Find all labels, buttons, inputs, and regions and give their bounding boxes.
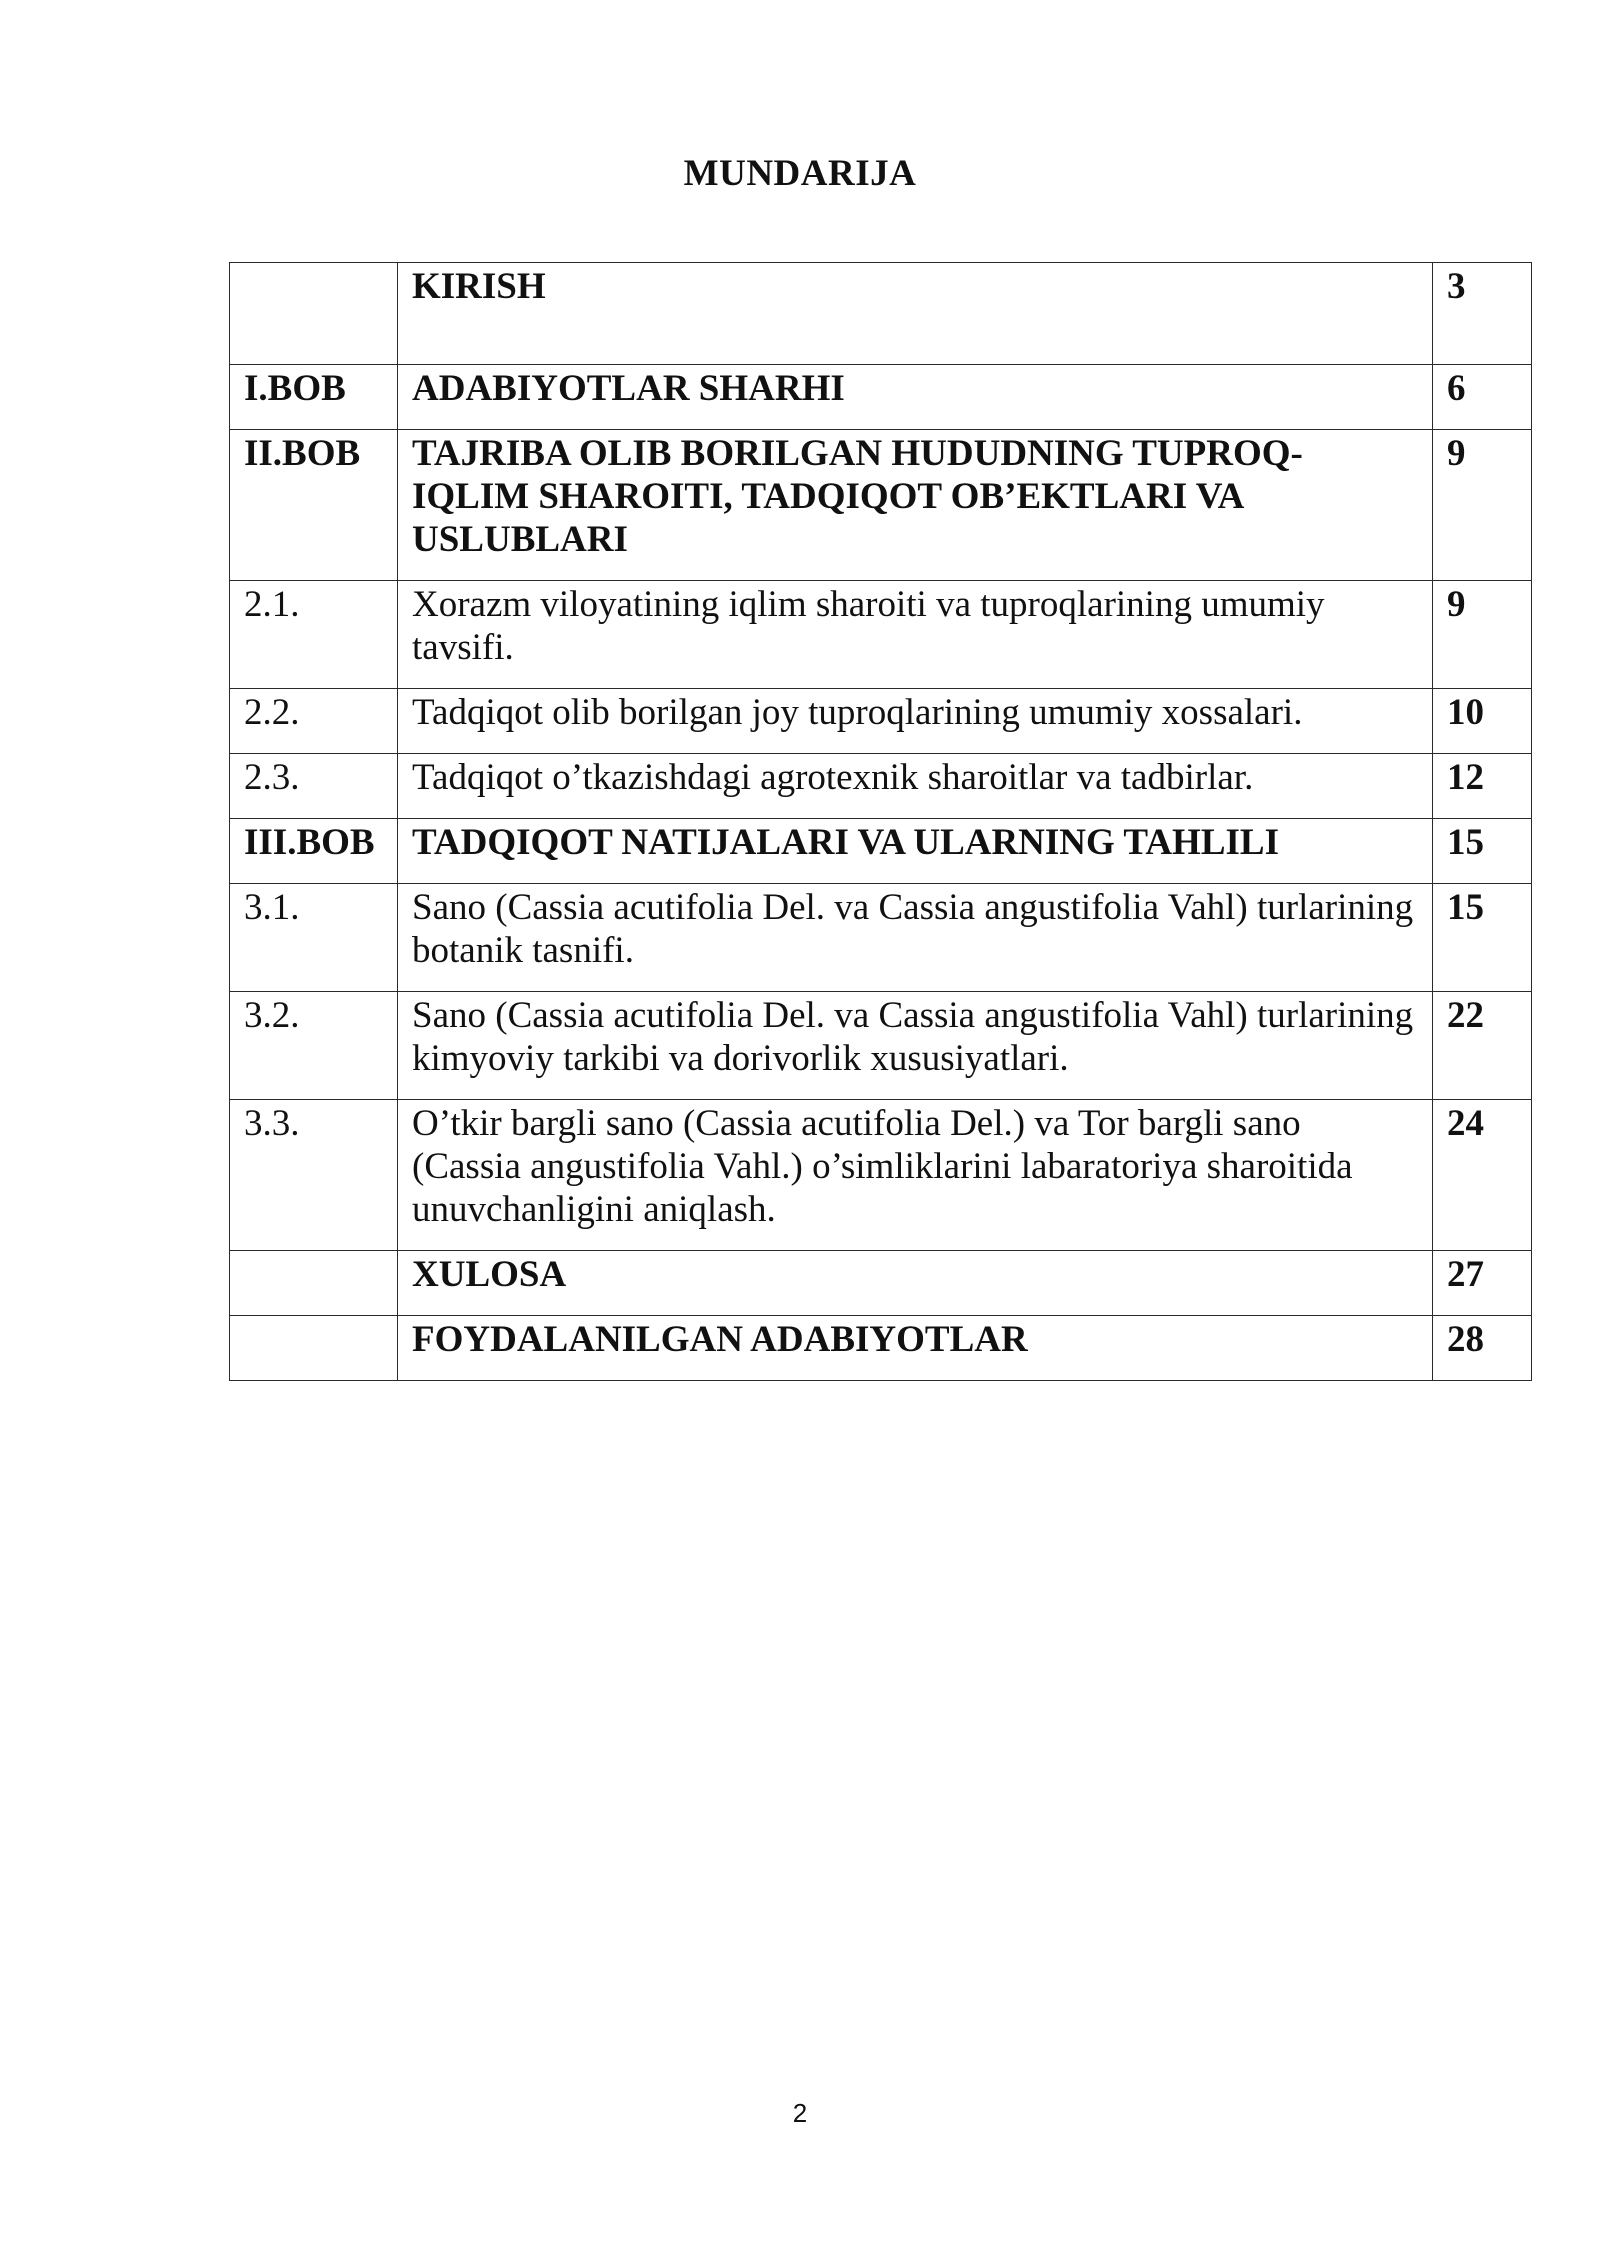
toc-row	[230, 1316, 1532, 1381]
toc-row	[230, 992, 1532, 1100]
toc-page-number: 24	[1433, 1100, 1532, 1251]
toc-page-number: 15	[1433, 884, 1532, 992]
toc-row	[230, 263, 1532, 365]
toc-row	[230, 365, 1532, 430]
toc-section-number: I.BOB	[230, 365, 398, 430]
table-of-contents	[229, 262, 1532, 1381]
toc-section-number: II.BOB	[230, 430, 398, 581]
toc-section-title: TADQIQOT NATIJALARI VA ULARNING TAHLILI	[398, 819, 1433, 884]
toc-section-number: III.BOB	[230, 819, 398, 884]
toc-page-number: 10	[1433, 689, 1532, 754]
toc-row	[230, 430, 1532, 581]
toc-row	[230, 1100, 1532, 1251]
toc-section-title: TAJRIBA OLIB BORILGAN HUDUDNING TUPROQ-IQLIM SHAROITI, TADQIQOT OB’EKTLARI VA USLUBLARI	[398, 430, 1433, 581]
toc-row	[230, 819, 1532, 884]
toc-section-title: Tadqiqot o’tkazishdagi agrotexnik sharoitlar va tadbirlar.	[398, 754, 1433, 819]
toc-section-title: ADABIYOTLAR SHARHI	[398, 365, 1433, 430]
toc-section-title: Sano (Cassia acutifolia Del. va Cassia angustifolia Vahl) turlarining botanik tasnifi.	[398, 884, 1433, 992]
toc-page-number: 22	[1433, 992, 1532, 1100]
toc-section-title: Sano (Cassia acutifolia Del. va Cassia angustifolia Vahl) turlarining kimyoviy tarkibi va dorivorlik xususiyatlari.	[398, 992, 1433, 1100]
toc-section-number: 2.2.	[230, 689, 398, 754]
toc-section-number	[230, 263, 398, 365]
toc-row	[230, 689, 1532, 754]
toc-page-number: 15	[1433, 819, 1532, 884]
toc-section-number	[230, 1316, 398, 1381]
toc-section-number: 3.3.	[230, 1100, 398, 1251]
toc-section-title: FOYDALANILGAN ADABIYOTLAR	[398, 1316, 1433, 1381]
toc-section-title: XULOSA	[398, 1251, 1433, 1316]
toc-section-number: 3.1.	[230, 884, 398, 992]
toc-row	[230, 581, 1532, 689]
toc-row	[230, 1251, 1532, 1316]
toc-section-number: 3.2.	[230, 992, 398, 1100]
footer-page-number: 2	[792, 2098, 808, 2128]
toc-section-title: Tadqiqot olib borilgan joy tuproqlarining umumiy xossalari.	[398, 689, 1433, 754]
page-title: MUNDARIJA	[683, 153, 917, 194]
toc-page-number: 9	[1433, 430, 1532, 581]
toc-section-title: KIRISH	[398, 263, 1433, 365]
toc-page-number: 9	[1433, 581, 1532, 689]
toc-section-title: O’tkir bargli sano (Cassia acutifolia Del.) va Tor bargli sano (Cassia angustifolia Vahl.) o’simliklarini labaratoriya sharoitida unuvchanligini aniqlash.	[398, 1100, 1433, 1251]
toc-page-number: 28	[1433, 1316, 1532, 1381]
toc-page-number: 6	[1433, 365, 1532, 430]
toc-row	[230, 754, 1532, 819]
toc-section-title: Xorazm viloyatining iqlim sharoiti va tuproqlarining umumiy tavsifi.	[398, 581, 1433, 689]
toc-page-number: 12	[1433, 754, 1532, 819]
toc-section-number	[230, 1251, 398, 1316]
toc-section-number: 2.3.	[230, 754, 398, 819]
toc-row	[230, 884, 1532, 992]
toc-section-number: 2.1.	[230, 581, 398, 689]
toc-page-number: 3	[1433, 263, 1532, 365]
toc-page-number: 27	[1433, 1251, 1532, 1316]
